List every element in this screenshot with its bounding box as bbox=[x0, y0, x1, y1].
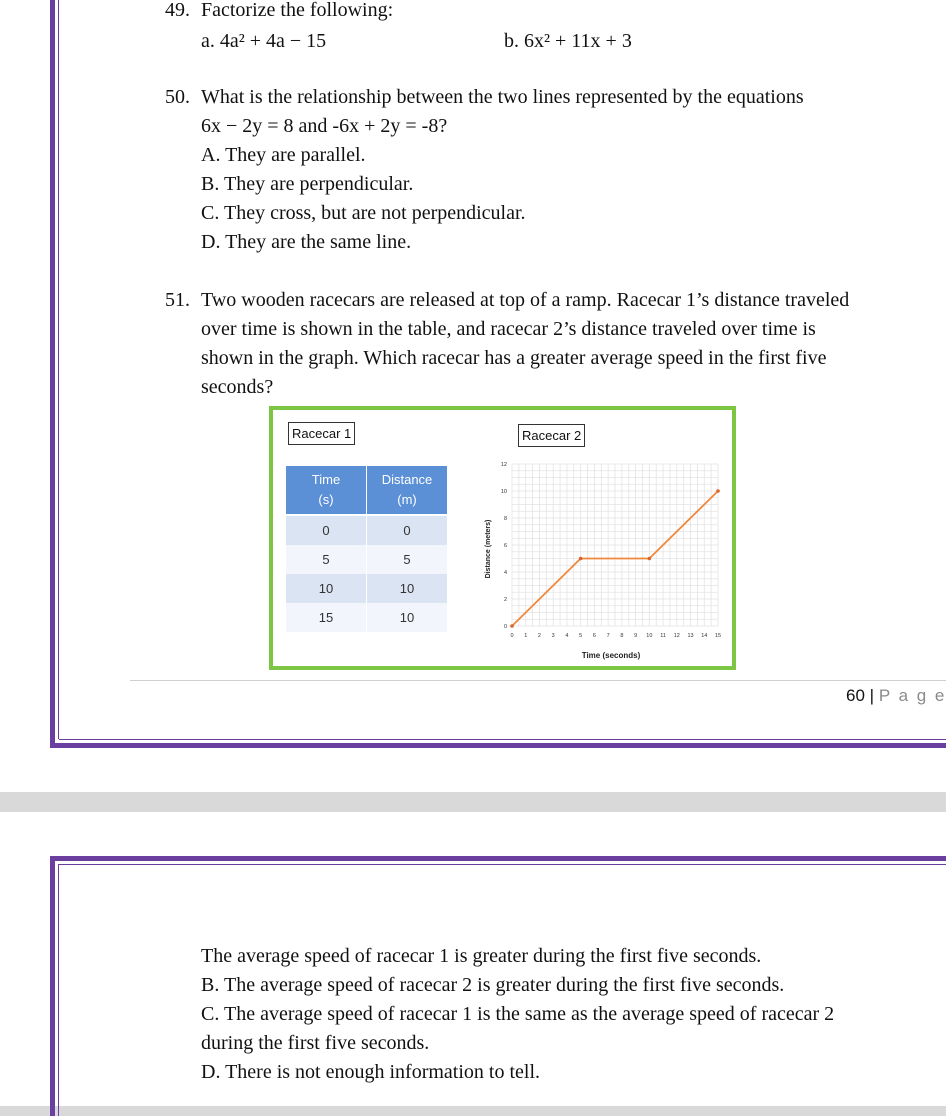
table-row bbox=[286, 515, 448, 545]
answer-option-b: B. The average speed of racecar 2 is greater during the first five seconds. bbox=[201, 974, 785, 996]
q51-line2: over time is shown in the table, and racecar 2’s distance traveled over time is bbox=[201, 318, 816, 340]
q49-option-b: b. 6x² + 11x + 3 bbox=[504, 30, 632, 52]
x-tick-label: 11 bbox=[660, 633, 666, 639]
y-tick-label: 10 bbox=[500, 489, 507, 495]
y-tick-label: 6 bbox=[503, 543, 507, 549]
table-cell: 10 bbox=[286, 574, 367, 603]
q50-option-b: B. They are perpendicular. bbox=[201, 173, 414, 195]
x-tick-label: 9 bbox=[634, 633, 638, 639]
table-cell: 15 bbox=[286, 603, 367, 632]
x-tick-label: 5 bbox=[579, 633, 583, 639]
y-tick-label: 4 bbox=[503, 570, 507, 576]
header-distance: Distance (m) bbox=[367, 466, 448, 515]
data-point bbox=[648, 557, 652, 561]
page-number-value: 60 bbox=[846, 686, 865, 705]
data-point bbox=[579, 557, 583, 561]
header-time: Time (s) bbox=[286, 466, 367, 515]
q50-option-c: C. They cross, but are not perpendicular. bbox=[201, 202, 526, 224]
q50-number: 50. bbox=[165, 86, 190, 108]
page-separator: | bbox=[869, 686, 875, 705]
footer-rule bbox=[130, 680, 946, 681]
x-tick-label: 14 bbox=[701, 633, 708, 639]
q50-prompt-line2: 6x − 2y = 8 and -6x + 2y = -8? bbox=[201, 115, 448, 137]
table-row bbox=[286, 574, 448, 603]
racecar2-label: Racecar 2 bbox=[518, 424, 585, 447]
racecar1-table bbox=[286, 466, 448, 632]
x-tick-label: 3 bbox=[551, 633, 555, 639]
data-point bbox=[510, 624, 514, 628]
q49-prompt: Factorize the following: bbox=[201, 0, 394, 21]
table-cell: 10 bbox=[367, 603, 448, 632]
document-page-61 bbox=[0, 812, 946, 1106]
q51-number: 51. bbox=[165, 289, 190, 311]
table-cell: 10 bbox=[367, 574, 448, 603]
answer-option-c: C. The average speed of racecar 1 is the same as the average speed of racecar 2 bbox=[201, 1003, 835, 1025]
x-tick-label: 1 bbox=[524, 633, 528, 639]
y-tick-label: 2 bbox=[503, 597, 507, 603]
q51-line3: shown in the graph. Which racecar has a greater average speed in the first five bbox=[201, 347, 827, 369]
data-point bbox=[716, 489, 720, 493]
x-tick-label: 15 bbox=[714, 633, 722, 639]
x-tick-label: 2 bbox=[537, 633, 541, 639]
table-cell: 5 bbox=[367, 545, 448, 574]
racecar1-label: Racecar 1 bbox=[288, 422, 355, 445]
x-axis-label: Time (seconds) bbox=[581, 651, 641, 660]
table-row bbox=[286, 603, 448, 632]
page-number bbox=[846, 684, 946, 708]
x-tick-label: 8 bbox=[620, 633, 624, 639]
q50-prompt-line1: What is the relationship between the two lines represented by the equations bbox=[201, 86, 804, 108]
table-row bbox=[286, 545, 448, 574]
answer-option-c-cont: during the first five seconds. bbox=[201, 1032, 430, 1054]
page-word: P a g e bbox=[878, 686, 946, 705]
x-tick-label: 12 bbox=[673, 633, 680, 639]
answer-option-d: D. There is not enough information to tell. bbox=[201, 1061, 541, 1083]
y-tick-label: 0 bbox=[503, 624, 507, 630]
y-tick-label: 12 bbox=[500, 462, 507, 468]
x-tick-label: 6 bbox=[592, 633, 596, 639]
y-tick-label: 8 bbox=[503, 516, 507, 522]
q50-option-d: D. They are the same line. bbox=[201, 231, 412, 253]
x-tick-label: 10 bbox=[646, 633, 653, 639]
y-axis-label: Distance (meters) bbox=[485, 519, 492, 579]
x-tick-label: 13 bbox=[687, 633, 694, 639]
q49-number: 49. bbox=[165, 0, 190, 21]
x-tick-label: 7 bbox=[606, 633, 610, 639]
table-cell: 5 bbox=[286, 545, 367, 574]
racecar2-chart bbox=[478, 458, 728, 666]
q50-option-a: A. They are parallel. bbox=[201, 144, 366, 166]
q51-line1: Two wooden racecars are released at top of a ramp. Racecar 1’s distance traveled bbox=[201, 289, 850, 311]
x-tick-label: 4 bbox=[565, 633, 569, 639]
table-cell: 0 bbox=[286, 515, 367, 545]
x-tick-label: 0 bbox=[510, 633, 514, 639]
q49-option-a: a. 4a² + 4a − 15 bbox=[201, 30, 327, 52]
table-cell: 0 bbox=[367, 515, 448, 545]
q51-line4: seconds? bbox=[201, 376, 274, 398]
answer-option-a: The average speed of racecar 1 is greater during the first five seconds. bbox=[201, 945, 762, 967]
